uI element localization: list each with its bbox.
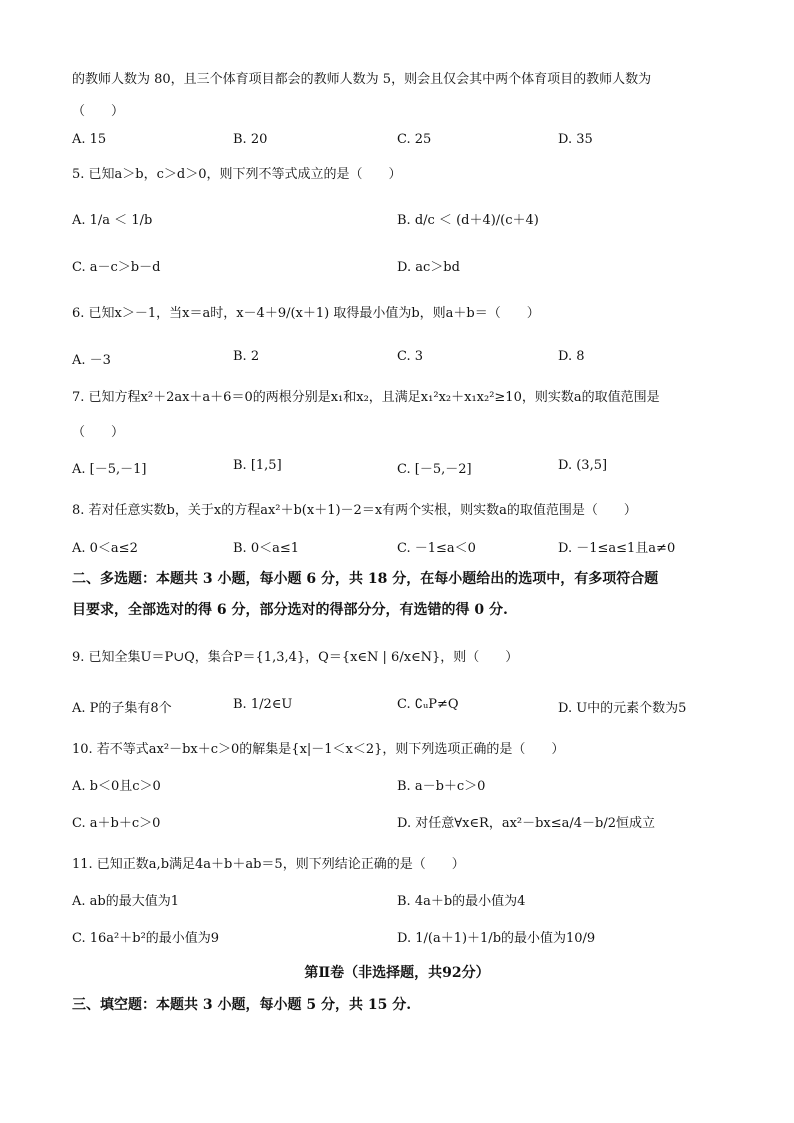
q4-option-c: C. 25: [397, 132, 432, 147]
q10-option-c: C. a＋b＋c＞0: [72, 816, 161, 831]
q4-option-b: B. 20: [233, 132, 268, 147]
q5-option-b: B. d/c ＜ (d＋4)/(c＋4): [397, 213, 539, 228]
q8-stem: 8. 若对任意实数b，关于x的方程ax²＋b(x＋1)－2＝x有两个实根，则实数a的取值范围是（ ）: [72, 503, 637, 518]
q11-stem: 11. 已知正数a,b满足4a＋b＋ab＝5，则下列结论正确的是（ ）: [72, 857, 465, 872]
q11-option-a: A. ab的最大值为1: [72, 894, 179, 909]
q6-option-d: D. 8: [558, 349, 585, 364]
q8-option-a: A. 0＜a≤2: [72, 541, 138, 556]
q5-option-a: A. 1/a ＜ 1/b: [72, 213, 153, 228]
q9-stem: 9. 已知全集U＝P∪Q，集合P＝{1,3,4}，Q＝{x∈N | 6/x∈N}，则（ ）: [72, 650, 519, 665]
section-2-heading-line-2: 目要求，全部选对的得 6 分，部分选对的得部分分，有选错的得 0 分.: [72, 602, 508, 618]
q4-option-a: A. 15: [72, 132, 107, 147]
q5-option-d: D. ac＞bd: [397, 260, 460, 275]
section-3-heading: 三、填空题：本题共 3 小题，每小题 5 分，共 15 分.: [72, 997, 412, 1013]
q8-option-b: B. 0＜a≤1: [233, 541, 300, 556]
q9-option-d: D. U中的元素个数为5: [558, 701, 687, 716]
q9-option-b: B. 1/2∈U: [233, 697, 293, 712]
q7-option-b: B. [1,5]: [233, 458, 282, 473]
q4-option-d: D. 35: [558, 132, 593, 147]
q7-stem-2: （ ）: [72, 425, 125, 440]
q6-option-c: C. 3: [397, 349, 424, 364]
intro-line-1: 的教师人数为 80，且三个体育项目都会的教师人数为 5，则会且仅会其中两个体育项目的教师人数为: [72, 72, 652, 87]
section-2-heading-line-1: 二、多选题：本题共 3 小题，每小题 6 分，共 18 分，在每小题给出的选项中，有多项符合题: [72, 571, 659, 587]
q5-stem: 5. 已知a＞b，c＞d＞0，则下列不等式成立的是（ ）: [72, 167, 402, 182]
q7-option-d: D. (3,5]: [558, 458, 608, 473]
q6-option-a: A. －3: [72, 353, 111, 368]
q6-option-b: B. 2: [233, 349, 260, 364]
q7-option-a: A. [－5,－1]: [72, 462, 147, 477]
q8-option-c: C. －1≤a＜0: [397, 541, 476, 556]
q5-option-c: C. a－c＞b－d: [72, 260, 161, 275]
q11-option-c: C. 16a²＋b²的最小值为9: [72, 931, 220, 946]
q11-option-d: D. 1/(a＋1)＋1/b的最小值为10/9: [397, 931, 596, 946]
q10-option-b: B. a－b＋c＞0: [397, 779, 486, 794]
q10-option-a: A. b＜0且c＞0: [72, 779, 161, 794]
q9-option-a: A. P的子集有8个: [72, 701, 172, 716]
q7-option-c: C. [－5,－2]: [397, 462, 472, 477]
q6-stem: 6. 已知x＞－1，当x＝a时，x－4＋9/(x＋1) 取得最小值为b，则a＋b＝（ ）: [72, 306, 540, 321]
q8-option-d: D. －1≤a≤1且a≠0: [558, 541, 676, 556]
q10-stem: 10. 若不等式ax²－bx＋c＞0的解集是{x|－1＜x＜2}，则下列选项正确的是（ ）: [72, 742, 565, 757]
q7-stem: 7. 已知方程x²＋2ax＋a＋6＝0的两根分别是x₁和x₂，且满足x₁²x₂＋x₁x₂²≥10，则实数a的取值范围是: [72, 390, 660, 405]
q10-option-d: D. 对任意∀x∈R，ax²－bx≤a/4－b/2恒成立: [397, 816, 656, 831]
part-2-title: 第Ⅱ卷（非选择题，共92分）: [304, 965, 490, 981]
q9-option-c: C. ∁ᵤP≠Q: [397, 697, 459, 712]
intro-line-2: （ ）: [72, 104, 125, 119]
q11-option-b: B. 4a＋b的最小值为4: [397, 894, 526, 909]
